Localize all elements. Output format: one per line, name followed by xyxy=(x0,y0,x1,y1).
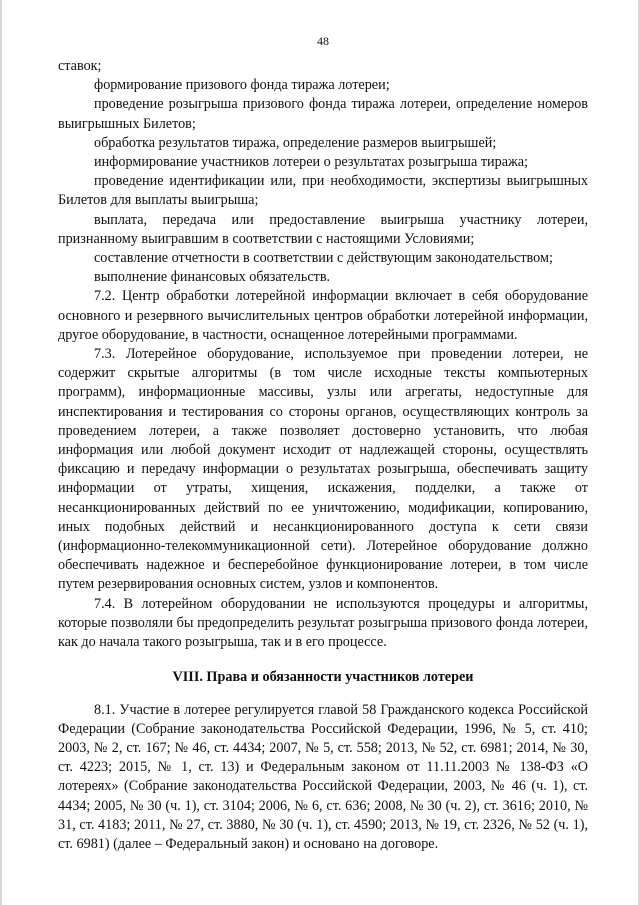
paragraph: информирование участников лотереи о результатах розыгрыша тиража; xyxy=(94,154,529,171)
paragraph-7-4: 7.4. В лотерейном оборудовании не используются процедуры и алгоритмы, которые позволяли бы предопределить результат розыгрыша призового фонда лотереи, как до начала такого розыгрыша, так и в его процессе. xyxy=(58,595,588,651)
body-top xyxy=(58,57,588,652)
paragraph-8-1: 8.1. Участие в лотерее регулируется главой 58 Гражданского кодекса Российской Федерации (Собрание законодательства Российской Федерации, 1996, № 5, ст. 410; 2003, № 2, ст. 167; № 46, ст. 4434; 2007, № 5, ст. 558; 2013, № 52, ст. 6981; 2014, № 30, ст. 4223; 2015, № 1, ст. 13) и Федеральным законом от 11.11.2003 № 138-ФЗ «О лотереях» (Собрание законодательства Российской Федерации, 2003, № 46 (ч. 1), ст. 4434; 2005, № 30 (ч. 1), ст. 3104; 2006, № 6, ст. 636; 2008, № 30 (ч. 2), ст. 3616; 2010, № 31, ст. 4183; 2011, № 27, ст. 3880, № 30 (ч. 1), ст. 4590; 2013, № 19, ст. 2326, № 52 (ч. 1), ст. 6981) (далее – Федеральный закон) и основано на договоре. xyxy=(58,701,588,852)
paragraph: ставок; xyxy=(58,58,102,74)
section-heading: VIII. Права и обязанности участников лотереи xyxy=(172,669,474,686)
paragraph: выплата, передача или предоставление выигрыша участнику лотереи, признанному выигравшим в соответствии с настоящими Условиями; xyxy=(58,211,588,247)
paragraph: проведение розыгрыша призового фонда тиража лотереи, определение номеров выигрышных Билетов; xyxy=(58,96,588,132)
body-bottom xyxy=(58,701,588,855)
paragraph-7-3: 7.3. Лотерейное оборудование, используемое при проведении лотереи, не содержит скрытые алгоритмы (в том числе исходные тексты компьютерных программ), информационные массивы, узлы или агрегаты, недоступные для инспектирования и тестирования со стороны органов, осуществляющих контроль за проведением лотереи, а также позволяет достоверно установить, что любая информация или любой документ исходит от надлежащей стороны, осуществлять фиксацию и передачу информации о результатах розыгрыша, обеспечивать защиту информации от утраты, хищения, искажения, подделки, а также от несанкционированных действий по ее уничтожению, модификации, копированию, иных подобных действий и несанкционированного доступа к сети связи (информационно-телекоммуникационной сети). Лотерейное оборудование должно обеспечивать надежное и бесперебойное функционирование лотереи, в том числе путем резервирования основных систем, узлов и компонентов. xyxy=(58,346,588,593)
paragraph-7-2: 7.2. Центр обработки лотерейной информации включает в себя оборудование основного и резервного вычислительных центров обработки лотерейной информации, другое оборудование, в частности, оснащенное лотерейными программами. xyxy=(58,288,588,343)
paragraph: выполнение финансовых обязательств. xyxy=(94,269,331,286)
paragraph: проведение идентификации или, при необходимости, экспертизы выигрышных Билетов для выплаты выигрыша; xyxy=(58,173,588,209)
paragraph: обработка результатов тиража, определение размеров выигрышей; xyxy=(94,134,497,151)
paragraph: формирование призового фонда тиража лотереи; xyxy=(94,77,390,94)
paragraph: составление отчетности в соответствии с действующим законодательством; xyxy=(94,250,553,267)
page-number: 48 xyxy=(317,34,329,48)
